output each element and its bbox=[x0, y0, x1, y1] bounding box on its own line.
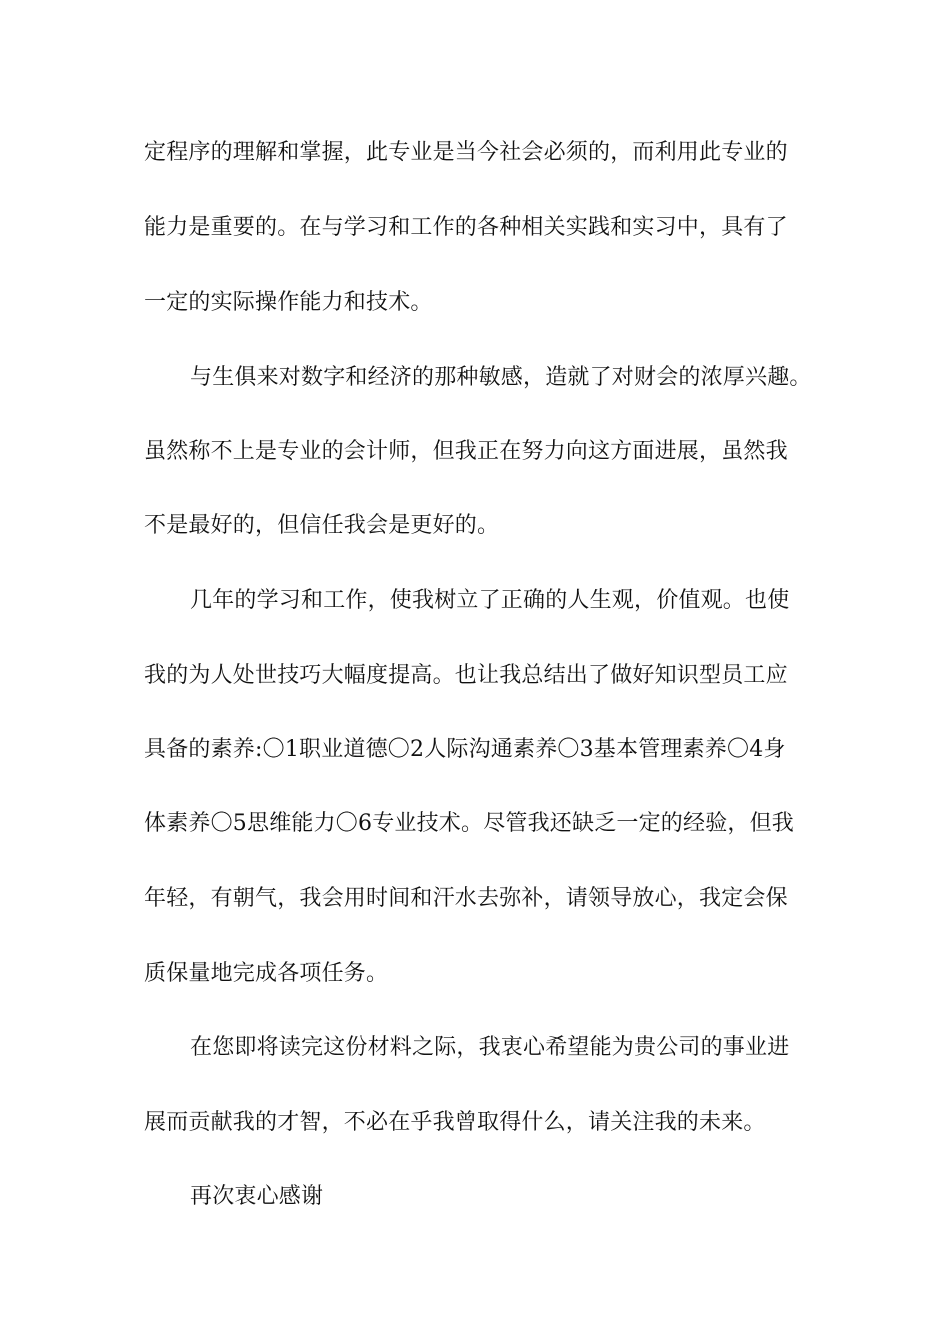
text-line: 年轻，有朝气，我会用时间和汗水去弥补，请领导放心，我定会保 bbox=[144, 886, 788, 911]
text-line: 质保量地完成各项任务。 bbox=[144, 961, 389, 986]
text-line: 一定的实际操作能力和技术。 bbox=[144, 290, 433, 315]
text-line: 展而贡献我的才智，不必在乎我曾取得什么，请关注我的未来。 bbox=[144, 1110, 766, 1135]
text-line: 能力是重要的。在与学习和工作的各种相关实践和实习中，具有了 bbox=[144, 215, 788, 240]
text-line: 定程序的理解和掌握，此专业是当今社会必须的，而利用此专业的 bbox=[144, 140, 788, 165]
text-line: 虽然称不上是专业的会计师，但我正在努力向这方面进展，虽然我 bbox=[144, 439, 788, 464]
text-line: 具备的素养:〇1职业道德〇2人际沟通素养〇3基本管理素养〇4身 bbox=[144, 737, 786, 762]
text-line: 体素养〇5思维能力〇6专业技术。尽管我还缺乏一定的经验，但我 bbox=[144, 811, 794, 836]
paragraph-start-line: 在您即将读完这份材料之际，我衷心希望能为贵公司的事业进 bbox=[190, 1035, 790, 1060]
closing-line: 再次衷心感谢 bbox=[190, 1184, 324, 1209]
text-line: 不是最好的，但信任我会是更好的。 bbox=[144, 513, 500, 538]
paragraph-start-line: 几年的学习和工作，使我树立了正确的人生观，价值观。也使 bbox=[190, 588, 790, 613]
paragraph-start-line: 与生俱来对数字和经济的那种敏感，造就了对财会的浓厚兴趣。 bbox=[190, 365, 812, 390]
text-line: 我的为人处世技巧大幅度提高。也让我总结出了做好知识型员工应 bbox=[144, 663, 788, 688]
